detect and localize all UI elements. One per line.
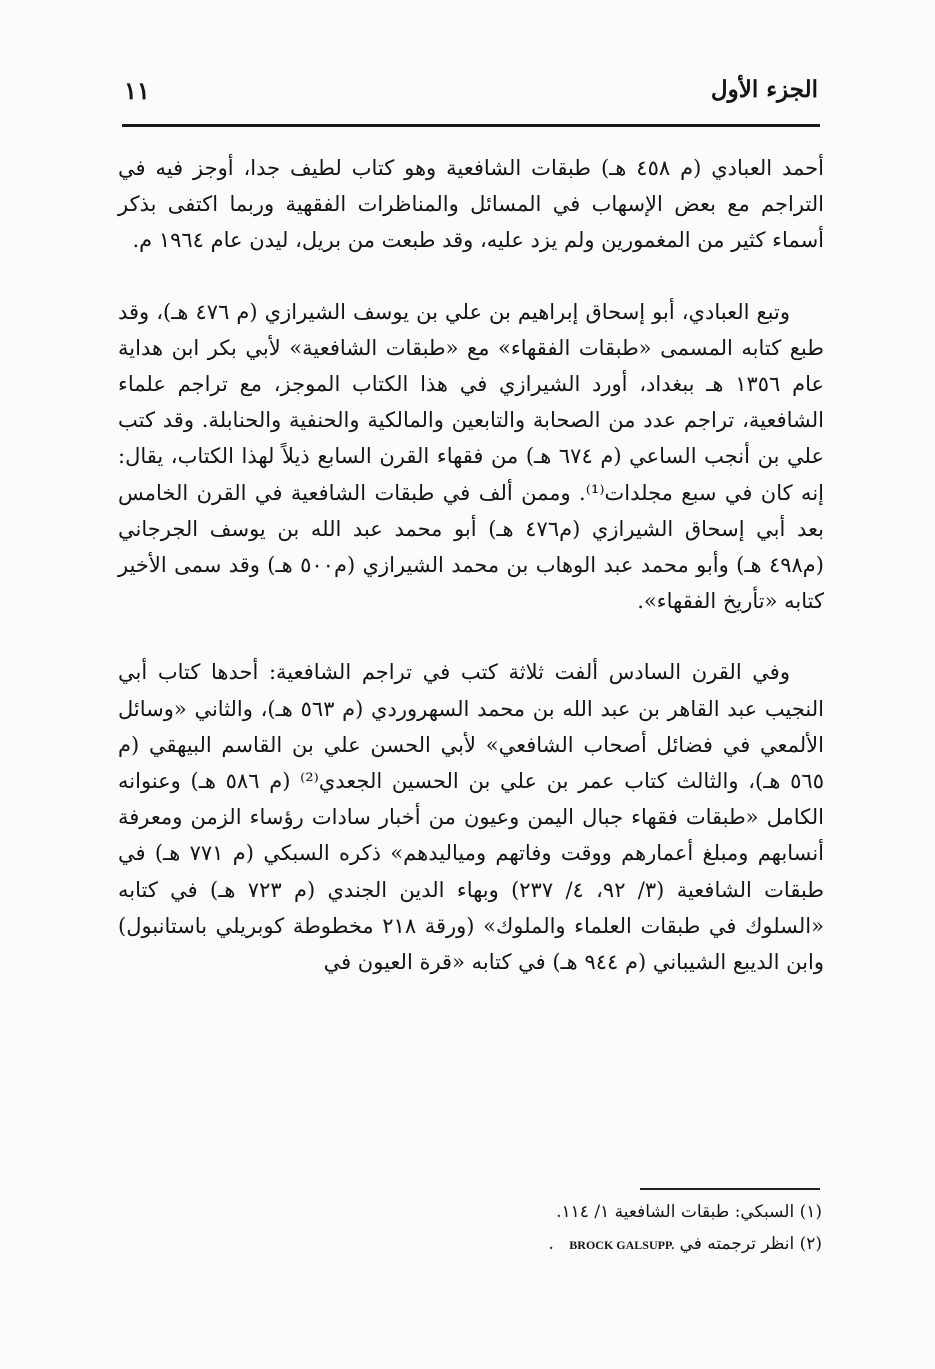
footnote-2-end-dot: . [548,1234,554,1254]
main-text [118,150,824,980]
running-title: الجزء الأول [710,76,818,103]
paragraph-1: أحمد العبادي (م ٤٥٨ هـ) طبقات الشافعية وهو كتاب لطيف جدا، أوجز فيه في التراجم مع بعض الإسهاب في المسائل والمناظرات الفقهية وربما اكتفى بذكر أسماء كثير من المغمورين ولم يزد عليه، وقد طبعت من بريل، ليدن عام ١٩٦٤ م. [118,156,824,253]
footnote-rule [640,1188,820,1190]
paragraph-2: وتبع العبادي، أبو إسحاق إبراهيم بن علي بن يوسف الشيرازي (م ٤٧٦ هـ)، وقد طبع كتابه المسمى «طبقات الفقهاء» مع «طبقات الشافعية» لأبي بكر ابن هداية عام ١٣٥٦ هـ ببغداد، أورد الشيرازي في هذا الكتاب الموجز، مع تراجم علماء الشافعية، تراجم عدد من الصحابة والتابعين والمالكية والحنفية والحنابلة. وقد كتب علي بن أنجب الساعي (م ٦٧٤ هـ) من فقهاء القرن السابع ذيلاً لهذا الكتاب، يقال: إنه كان في سبع مجلدات⁽¹⁾. وممن ألف في طبقات الشافعية في القرن الخامس بعد أبي إسحاق الشيرازي (م٤٧٦ هـ) أبو محمد عبد الله بن يوسف الجرجاني (م٤٩٨ هـ) وأبو محمد عبد الوهاب بن محمد الشيرازي (م٥٠٠ هـ) وقد سمى الأخير كتابه «تأريخ الفقهاء». [118,299,825,614]
footnote-1 [430,1196,822,1228]
footnote-2-text: (٢) انظر ترجمته في [679,1234,822,1254]
header-rule [122,124,820,127]
page-header [118,70,818,120]
footnote-2-latin-reference: BROCK GALSUPP. [569,1238,675,1252]
page-number: ١١ [124,76,150,105]
footnote-2 [430,1228,822,1261]
footnotes [430,1196,822,1261]
paragraph-3: وفي القرن السادس ألفت ثلاثة كتب في تراجم الشافعية: أحدها كتاب أبي النجيب عبد القاهر بن عبد الله بن محمد السهروردي (م ٥٦٣ هـ)، والثاني «وسائل الألمعي في فضائل أصحاب الشافعي» لأبي الحسن علي بن القاسم البيهقي (م ٥٦٥ هـ)، والثالث كتاب عمر بن علي بن الحسين الجعدي⁽²⁾ (م ٥٨٦ هـ) وعنوانه الكامل «طبقات فقهاء جبال اليمن وعيون من أخبار سادات رؤساء الزمن ومعرفة أنسابهم ومبلغ أعمارهم ووقت وفاتهم ومياليدهم» ذكره السبكي (م ٧٧١ هـ) في طبقات الشافعية (٣/ ٩٢، ٤/ ٢٣٧) وبهاء الدين الجندي (م ٧٢٣ هـ) في كتابه «السلوك في طبقات العلماء والملوك» (ورقة ٢١٨ مخطوطة كوبريلي باستانبول) وابن الديبع الشيباني (م ٩٤٤ هـ) في كتابه «قرة العيون في [118,660,825,975]
footnote-1-text: (١) السبكي: طبقات الشافعية ١/ ١١٤. [556,1202,822,1222]
